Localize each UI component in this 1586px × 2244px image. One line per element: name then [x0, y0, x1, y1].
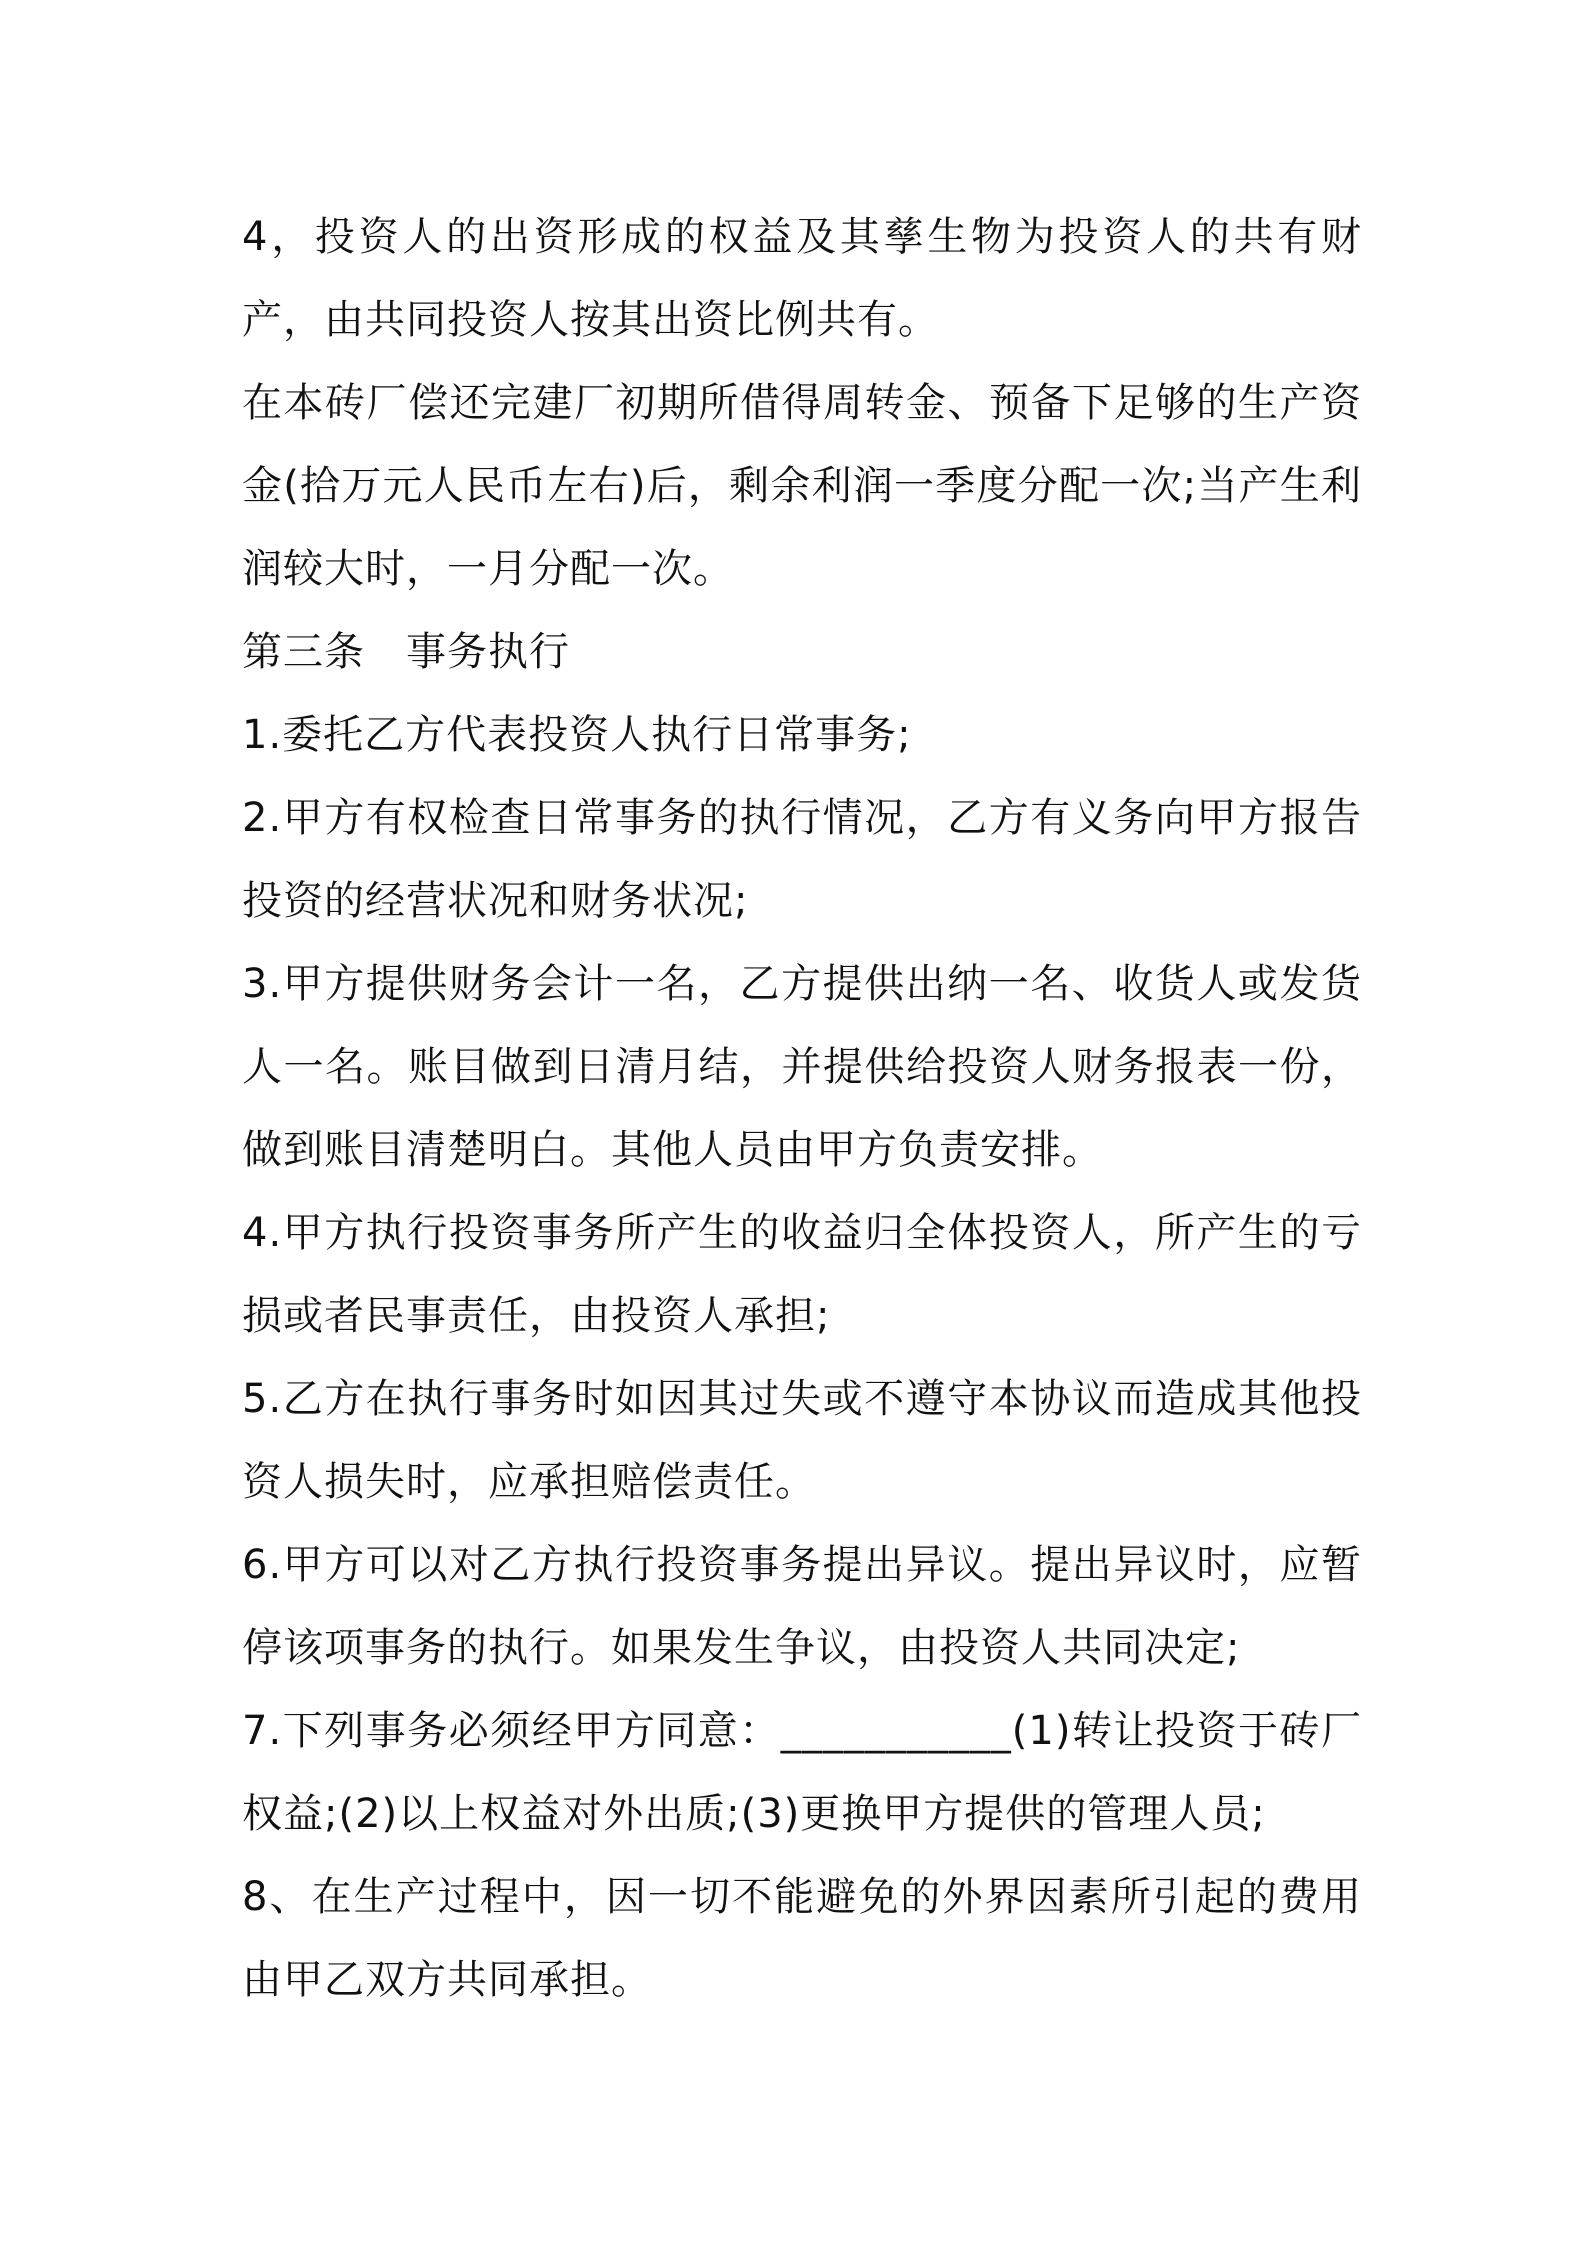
clause-6: 6.甲方可以对乙方执行投资事务提出异议。提出异议时，应暂停该项事务的执行。如果发生争议，由投资人共同决定;: [242, 1542, 1362, 1671]
clause-4: 4.甲方执行投资事务所产生的收益归全体投资人，所产生的亏损或者民事责任，由投资人承担;: [242, 1210, 1362, 1339]
section-heading-article-3: 第三条 事务执行: [242, 629, 570, 675]
clause-2: 2.甲方有权检查日常事务的执行情况，乙方有义务向甲方报告投资的经营状况和财务状况;: [242, 795, 1362, 924]
document-body: [242, 196, 1362, 2022]
clause-5: 5.乙方在执行事务时如因其过失或不遵守本协议而造成其他投资人损失时，应承担赔偿责任。: [242, 1376, 1362, 1505]
paragraph-investment-ownership: 4，投资人的出资形成的权益及其孳生物为投资人的共有财产，由共同投资人按其出资比例共有。: [242, 214, 1362, 343]
clause-3: 3.甲方提供财务会计一名，乙方提供出纳一名、收货人或发货人一名。账目做到日清月结，并提供给投资人财务报表一份，做到账目清楚明白。其他人员由甲方负责安排。: [242, 961, 1362, 1173]
clause-1: 1.委托乙方代表投资人执行日常事务;: [242, 712, 912, 758]
clause-8: 8、在生产过程中，因一切不能避免的外界因素所引起的费用由甲乙双方共同承担。: [242, 1874, 1362, 2003]
clause-7: 7.下列事务必须经甲方同意：___________(1)转让投资于砖厂权益;(2)以上权益对外出质;(3)更换甲方提供的管理人员;: [242, 1708, 1362, 1837]
paragraph-profit-distribution: 在本砖厂偿还完建厂初期所借得周转金、预备下足够的生产资金(拾万元人民币左右)后，剩余利润一季度分配一次;当产生利润较大时，一月分配一次。: [242, 380, 1362, 592]
